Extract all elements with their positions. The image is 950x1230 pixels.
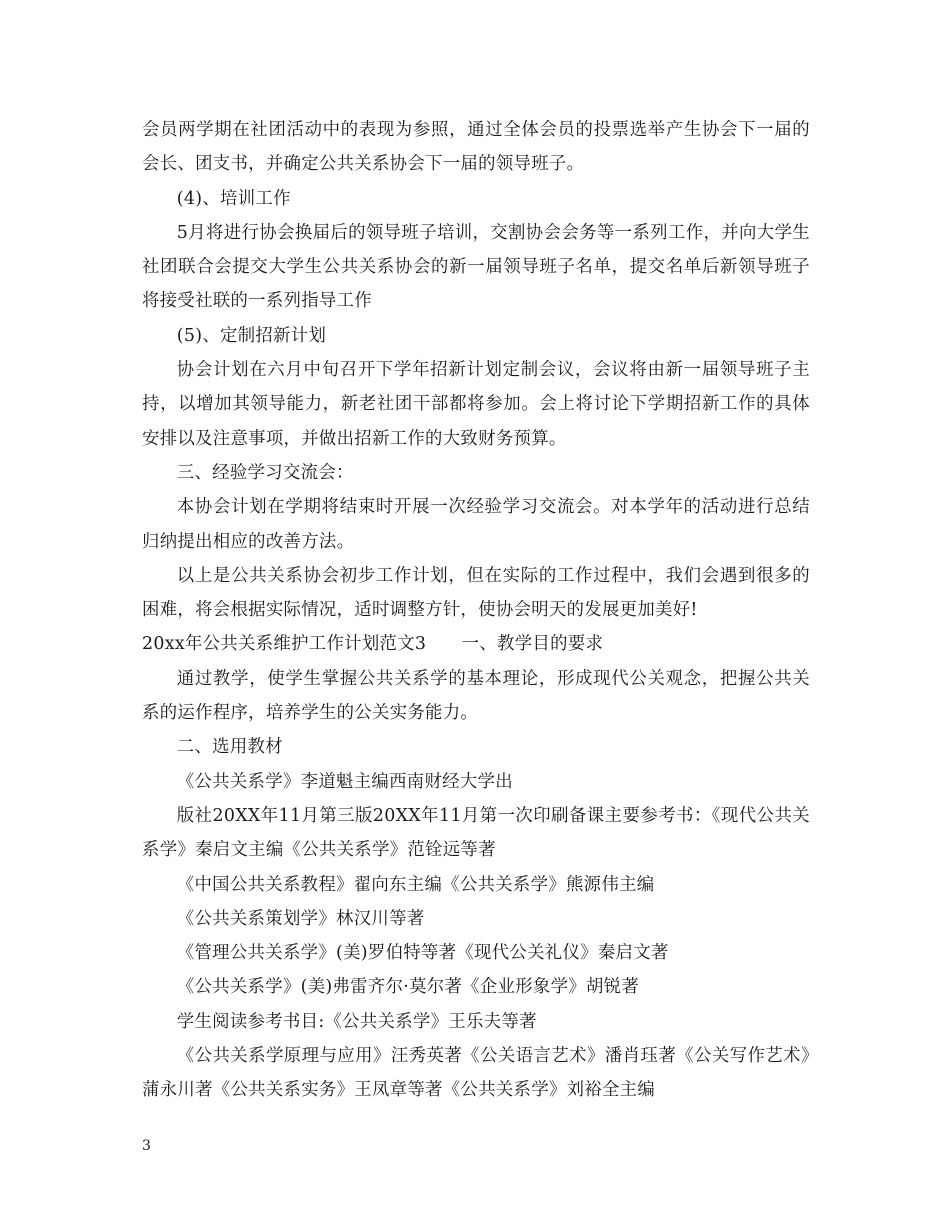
section-heading: 二、选用教材: [176, 737, 283, 758]
reference-line: 《公共关系学》李道魁主编西南财经大学出: [176, 771, 513, 792]
reference-line: 《管理公共关系学》(美)罗伯特等著《现代公关礼仪》秦启文著: [176, 943, 669, 964]
paragraph: 会员两学期在社团活动中的表现为参照，通过全体会员的投票选举产生协会下一届的会长、团支书，并确定公共关系协会下一届的领导班子。: [142, 120, 810, 175]
reference-line: 学生阅读参考书目:《公共关系学》王乐夫等著: [176, 1011, 537, 1032]
section-heading: 三、经验学习交流会：: [176, 462, 354, 483]
reference-line: 《公共关系学原理与应用》汪秀英著《公关语言艺术》潘肖珏著《公关写作艺术》蒲永川著《公共关系实务》王凤章等著《公共关系学》刘裕全主编: [142, 1046, 810, 1101]
paragraph: 协会计划在六月中旬召开下学年招新计划定制会议，会议将由新一届领导班子主持，以增加其领导能力，新老社团干部都将参加。会上将讨论下学期招新工作的具体安排以及注意事项，并做出招新工作的大致财务预算。: [142, 360, 810, 449]
page-number: 3: [142, 1138, 151, 1154]
document-body: [142, 113, 810, 1108]
document-subtitle: 20xx年公共关系维护工作计划范文3 一、教学目的要求: [142, 634, 604, 655]
reference-line: 《中国公共关系教程》翟向东主编《公共关系学》熊源伟主编: [176, 874, 655, 895]
section-heading: (5)、定制招新计划: [176, 325, 327, 346]
reference-line: 《公共关系学》(美)弗雷齐尔·莫尔著《企业形象学》胡锐著: [176, 977, 640, 998]
paragraph: 以上是公共关系协会初步工作计划，但在实际的工作过程中，我们会遇到很多的困难，将会根据实际情况，适时调整方针，使协会明天的发展更加美好!: [142, 565, 810, 621]
paragraph: 5月将进行协会换届后的领导班子培训，交割协会会务等一系列工作，并向大学生社团联合会提交大学生公共关系协会的新一届领导班子名单，提交名单后新领导班子将接受社联的一系列指导工作: [142, 222, 810, 312]
reference-line: 《公共关系策划学》林汉川等著: [176, 908, 425, 929]
paragraph: 通过教学，使学生掌握公共关系学的基本理论，形成现代公关观念，把握公共关系的运作程序，培养学生的公关实务能力。: [142, 668, 810, 724]
reference-line: 版社20XX年11月第三版20XX年11月第一次印刷备课主要参考书：《现代公共关系学》秦启文主编《公共关系学》范铨远等著: [142, 805, 810, 861]
section-heading: (4)、培训工作: [176, 188, 291, 209]
paragraph: 本协会计划在学期将结束时开展一次经验学习交流会。对本学年的活动进行总结归纳提出相应的改善方法。: [142, 497, 810, 552]
